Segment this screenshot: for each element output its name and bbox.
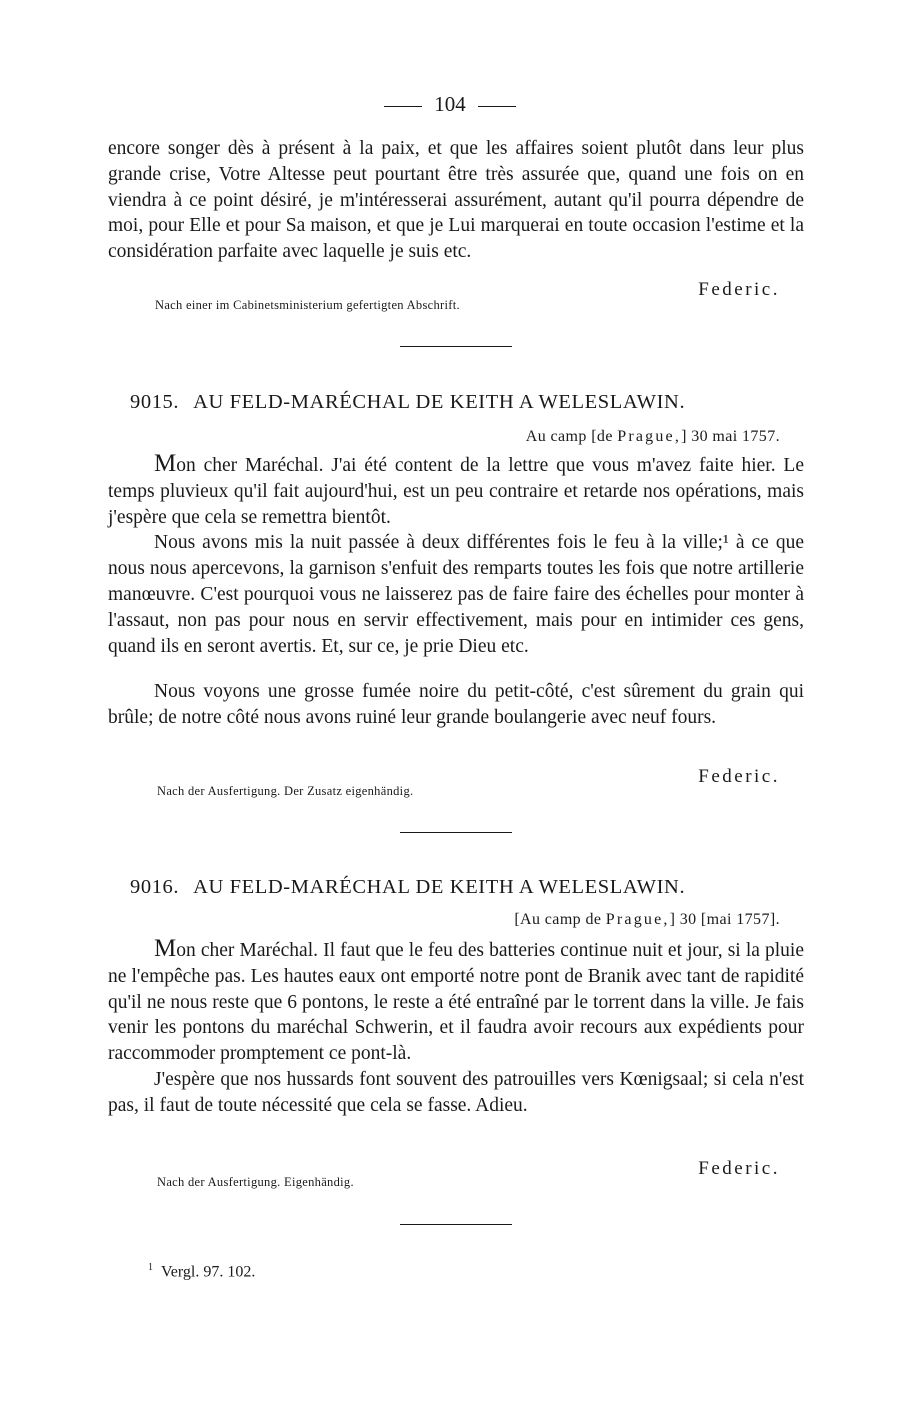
letter-number: 9016. — [130, 876, 180, 898]
letter-paragraph — [108, 936, 804, 1067]
continuation-block — [108, 136, 804, 265]
date-suffix: ] 30 [mai 1757]. — [669, 911, 780, 928]
letter-dateline — [526, 428, 780, 446]
letter-body — [108, 451, 804, 731]
letter-source: Nach der Ausfertigung. Eigenhändig. — [157, 1175, 354, 1189]
paragraph-text: on cher Maréchal. Il faut que le feu des batteries continue nuit et jour, si la pluie ne l'empêche pas. Les hautes eaux ont emporté notre pont de Branik avec tant de rapidité qu'il ne nous reste que 6 pontons, le reste a été entraîné par le torrent dans la ville. Je fais venir les pontons du maréchal Schwerin, et il faudra avoir recours aux expédients pour raccommoder promptement ce pont-là. — [108, 940, 804, 1065]
footnote — [148, 1262, 255, 1281]
letter-paragraph — [108, 451, 804, 530]
page-number: 104 — [434, 92, 466, 116]
letter-heading — [130, 876, 790, 899]
footnote-text: Vergl. 97. 102. — [161, 1263, 256, 1281]
paragraph-text: on cher Maréchal. J'ai été content de la lettre que vous m'avez faite hier. Le temps pluvieux qu'il fait aujourd'hui, est un peu contraire et retarde nos opérations, mais j'espère que cela se remettra bientôt. — [108, 455, 804, 528]
date-place: Prague, — [605, 911, 670, 928]
header-dash-left — [384, 106, 422, 107]
section-rule — [400, 346, 512, 347]
letter-source: Nach der Ausfertigung. Der Zusatz eigenhändig. — [157, 784, 414, 798]
letter-signature: Federic. — [698, 766, 780, 787]
header-dash-right — [478, 106, 516, 107]
letter-postscript: Nous voyons une grosse fumée noire du petit-côté, c'est sûrement du grain qui brûle; de notre côté nous avons ruiné leur grande boulangerie avec neuf fours. — [108, 681, 804, 729]
letter-title: AU FELD-MARÉCHAL DE KEITH A WELESLAWIN. — [193, 876, 686, 898]
section-rule — [400, 832, 512, 833]
footnote-mark: 1 — [148, 1262, 153, 1273]
letter-signature: Federic. — [698, 1158, 780, 1179]
continuation-text: encore songer dès à présent à la paix, et que les affaires soient plutôt dans leur plus grande crise, Votre Altesse peut pourtant être très assurée que, quand une fois on en viendra à ce point désiré, je m'intéresserai assurément, autant qu'il pourra dépendre de moi, pour Elle et pour Sa maison, et que je Lui marquerai en toute occasion l'estime et la considération parfaite avec laquelle je suis etc. — [108, 138, 804, 263]
date-prefix: Au camp [de — [525, 428, 618, 445]
date-place: Prague, — [617, 428, 682, 445]
letter-dateline — [514, 911, 780, 929]
letter-title: AU FELD-MARÉCHAL DE KEITH A WELESLAWIN. — [193, 391, 686, 413]
date-suffix: ] 30 mai 1757. — [681, 428, 780, 445]
letter-paragraph: J'espère que nos hussards font souvent des patrouilles vers Kœnigsaal; si cela n'est pas, il faut de toute nécessité que cela se fasse. Adieu. — [108, 1068, 804, 1116]
continuation-source: Nach einer im Cabinetsministerium gefertigten Abschrift. — [155, 298, 460, 312]
continuation-signature: Federic. — [698, 279, 780, 300]
letter-body — [108, 936, 804, 1119]
section-rule — [400, 1224, 512, 1225]
letter-number: 9015. — [130, 391, 180, 413]
letter-heading — [130, 391, 790, 414]
page-header — [0, 92, 900, 117]
letter-paragraph: Nous avons mis la nuit passée à deux différentes fois le feu à la ville;¹ à ce que nous nous apercevons, la garnison s'enfuit des remparts toutes les fois que notre artillerie manœuvre. C'est pourquoi vous ne laisserez pas de faire faire des échelles pour monter à l'assaut, non pas pour nous en servir effectivement, mais pour en intimider ces gens, quand ils en seront avertis. Et, sur ce, je prie Dieu etc. — [108, 532, 804, 657]
opening-capital: M — [154, 935, 177, 962]
date-prefix: [Au camp de — [514, 911, 606, 928]
opening-capital: M — [154, 450, 177, 477]
